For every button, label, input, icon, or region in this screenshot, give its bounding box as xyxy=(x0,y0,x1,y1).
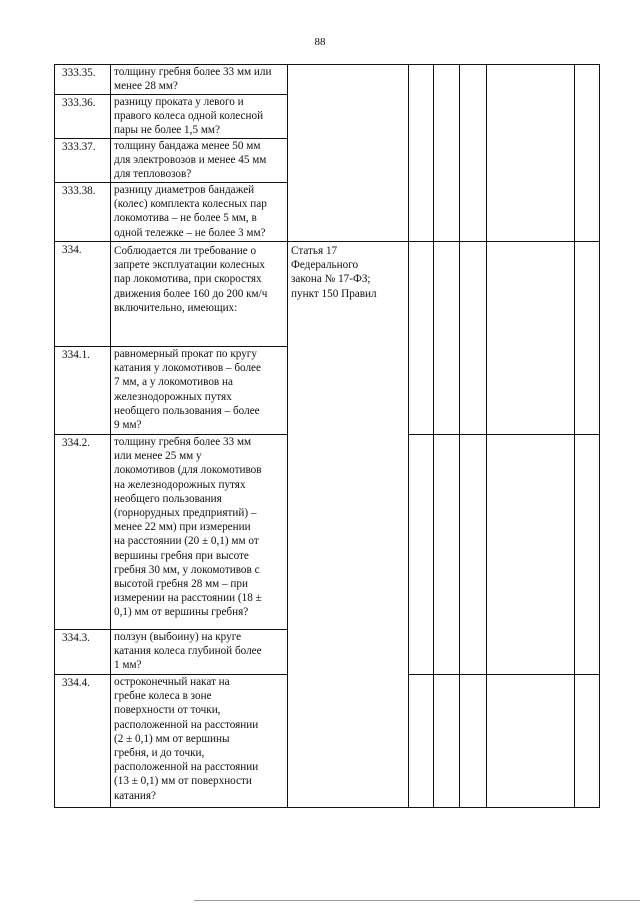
text-line: пункт 150 Правил xyxy=(291,287,377,300)
item-number: 333.36. xyxy=(55,95,111,139)
text-line: разницу диаметров бандажей xyxy=(114,184,255,196)
text-line: включительно, имеющих: xyxy=(114,301,238,314)
item-number: 333.35. xyxy=(55,65,111,95)
item-number: 334.4. xyxy=(55,675,111,808)
text-line: катания колеса глубиной более xyxy=(114,645,262,658)
text-line: локомотивов (для локомотивов xyxy=(114,464,262,477)
extra-cell[interactable] xyxy=(575,242,600,435)
question-text xyxy=(111,65,288,95)
text-line: Статья 17 xyxy=(291,245,338,257)
text-line: гребня 30 мм, у локомотивов с xyxy=(114,563,260,576)
text-line: вершины гребня при высоте xyxy=(114,549,249,562)
item-number: 333.37. xyxy=(55,139,111,183)
answer-na-cell[interactable] xyxy=(460,675,487,808)
text-line: 1 мм? xyxy=(114,659,142,672)
text-line: необщего пользования xyxy=(114,492,222,505)
answer-no-cell[interactable] xyxy=(434,435,460,675)
text-line: (2 ± 0,1) мм от вершины xyxy=(114,732,230,745)
text-line: 0,1) мм от вершины гребня? xyxy=(114,606,249,619)
text-line: толщину бандажа менее 50 мм xyxy=(114,140,261,152)
answer-yes-cell[interactable] xyxy=(409,242,434,435)
text-line: высотой гребня 28 мм – при xyxy=(114,578,248,591)
text-line: локомотива – не более 5 мм, в xyxy=(114,212,257,225)
text-line: для тепловозов? xyxy=(114,168,192,181)
text-line: разницу проката у левого и xyxy=(114,96,244,108)
text-line: 7 мм, а у локомотивов на xyxy=(114,376,233,389)
answer-no-cell[interactable] xyxy=(434,242,460,435)
item-number: 333.38. xyxy=(55,183,111,242)
question-text xyxy=(111,183,288,242)
item-number: 334.2. xyxy=(55,435,111,630)
text-line: толщину гребня более 33 мм xyxy=(114,436,252,448)
extra-cell[interactable] xyxy=(575,675,600,808)
question-text xyxy=(111,630,288,675)
question-text xyxy=(111,675,288,808)
answer-no-cell[interactable] xyxy=(434,675,460,808)
text-line: железнодорожных путях xyxy=(114,390,232,403)
table-row xyxy=(55,65,600,95)
question-text xyxy=(111,139,288,183)
text-line: одной тележке – не более 3 мм? xyxy=(114,226,266,239)
text-line: равномерный прокат по кругу xyxy=(114,348,257,360)
answer-na-cell[interactable] xyxy=(460,65,487,242)
answer-yes-cell[interactable] xyxy=(409,675,434,808)
text-line: на расстоянии (20 ± 0,1) мм от xyxy=(114,535,259,548)
extra-cell[interactable] xyxy=(575,65,600,242)
page-bottom-rule xyxy=(194,900,640,901)
text-line: гребне колеса в зоне xyxy=(114,690,212,703)
question-text xyxy=(111,242,288,347)
text-line: менее 22 мм) при измерении xyxy=(114,521,251,534)
page-number: 88 xyxy=(314,36,326,48)
legal-basis-cell-empty xyxy=(288,65,409,242)
text-line: пар локомотива, при скоростях xyxy=(114,273,262,286)
table-row xyxy=(55,242,600,347)
text-line: катания? xyxy=(114,789,157,802)
question-text xyxy=(111,95,288,139)
text-line: Соблюдается ли требование о xyxy=(114,245,257,257)
text-line: или менее 25 мм у xyxy=(114,450,202,463)
answer-na-cell[interactable] xyxy=(460,435,487,675)
text-line: расположенной на расстоянии xyxy=(114,761,259,774)
notes-cell[interactable] xyxy=(487,435,575,675)
answer-na-cell[interactable] xyxy=(460,242,487,435)
text-line: (колес) комплекта колесных пар xyxy=(114,198,267,211)
text-line: на железнодорожных путях xyxy=(114,478,246,491)
text-line: (горнорудных предприятий) – xyxy=(114,507,257,520)
question-text xyxy=(111,435,288,630)
text-line: расположенной на расстоянии xyxy=(114,718,259,731)
text-line: остроконечный накат на xyxy=(114,676,230,688)
item-number: 334.1. xyxy=(55,347,111,435)
text-line: гребня, и до точки, xyxy=(114,747,205,760)
extra-cell[interactable] xyxy=(575,435,600,675)
text-line: ползун (выбоину) на круге xyxy=(114,631,242,643)
text-line: катания у локомотивов – более xyxy=(114,362,261,375)
answer-yes-cell[interactable] xyxy=(409,435,434,675)
text-line: для электровозов и менее 45 мм xyxy=(114,154,267,167)
text-line: необщего пользования – более xyxy=(114,404,260,417)
item-number: 334. xyxy=(55,242,111,347)
notes-cell[interactable] xyxy=(487,675,575,808)
text-line: правого колеса одной колесной xyxy=(114,110,264,123)
text-line: закона № 17-ФЗ; xyxy=(291,273,371,286)
answer-no-cell[interactable] xyxy=(434,65,460,242)
text-line: измерении на расстоянии (18 ± xyxy=(114,592,262,605)
text-line: запрете эксплуатации колесных xyxy=(114,259,266,272)
answer-yes-cell[interactable] xyxy=(409,65,434,242)
item-number: 334.3. xyxy=(55,630,111,675)
text-line: (13 ± 0,1) мм от поверхности xyxy=(114,775,252,788)
notes-cell[interactable] xyxy=(487,65,575,242)
text-line: движения более 160 до 200 км/ч xyxy=(114,287,268,300)
text-line: Федерального xyxy=(291,259,359,272)
text-line: пары не более 1,5 мм? xyxy=(114,124,220,137)
text-line: 9 мм? xyxy=(114,419,142,432)
question-text xyxy=(111,347,288,435)
text-line: поверхности от точки, xyxy=(114,704,221,717)
notes-cell[interactable] xyxy=(487,242,575,435)
text-line: менее 28 мм? xyxy=(114,80,178,93)
text-line: толщину гребня более 33 мм или xyxy=(114,66,272,78)
legal-basis xyxy=(288,242,409,808)
checklist-table xyxy=(54,64,600,808)
